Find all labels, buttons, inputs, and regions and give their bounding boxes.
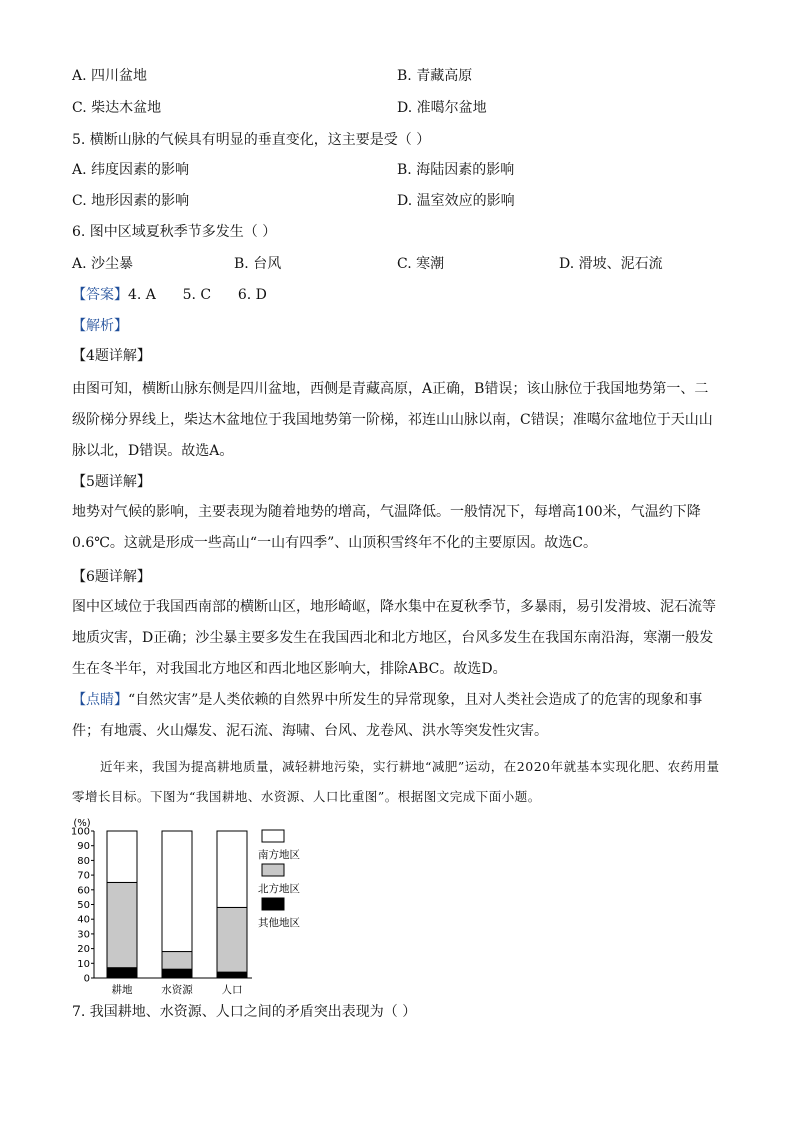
bar-segment: [217, 972, 247, 978]
q4-option-c: C. 柴达木盆地: [72, 100, 162, 116]
y-tick-label: 20: [77, 944, 90, 956]
y-tick-label: 30: [77, 929, 90, 941]
q6-option-c: C. 寒潮: [397, 256, 445, 272]
q5-stem: 5. 横断山脉的气候具有明显的垂直变化，这主要是受（ ）: [72, 132, 431, 148]
y-tick-label: 40: [77, 914, 90, 926]
y-tick-label: 10: [77, 958, 90, 970]
y-tick-label: 50: [77, 900, 90, 911]
answer-text: 4. A 5. C 6. D: [128, 287, 267, 303]
x-tick-label: 水资源: [161, 984, 193, 996]
bar-segment: [107, 882, 137, 967]
x-tick-label: 人口: [221, 984, 243, 996]
tip-text: “自然灾害”是人类依赖的自然界中所发生的异常现象，且对人类社会造成了的危害的现象和事件；有地震、火山爆发、泥石流、海啸、台风、龙卷风、洪水等突发性灾害。: [72, 692, 703, 739]
q6-option-b: B. 台风: [234, 256, 282, 272]
detail5-label: 【5题详解】: [72, 474, 151, 490]
intro-text: 近年来，我国为提高耕地质量，减轻耕地污染，实行耕地“减肥”运动，在2020年就基本实现化肥、农药用量零增长目标。下图为“我国耕地、水资源、人口比重图”。根据图文完成下面小题。: [72, 759, 720, 804]
detail4-text: 由图可知，横断山脉东侧是四川盆地，西侧是青藏高原，A正确，B错误；该山脉位于我国地势第一、二级阶梯分界线上，柴达木盆地位于我国地势第一阶梯，祁连山山脉以南，C错误；准噶尔盆地位于天山山脉以北，D错误。故选A。: [72, 381, 713, 459]
q5-option-b: B. 海陆因素的影响: [397, 162, 515, 178]
bar-segment: [162, 831, 192, 952]
q4-option-d: D. 准噶尔盆地: [397, 100, 487, 116]
q6-option-d: D. 滑坡、泥石流: [559, 256, 663, 272]
y-tick-label: 0: [83, 973, 90, 985]
y-tick-label: 70: [77, 870, 90, 882]
legend-label: 北方地区: [258, 883, 300, 895]
q5-option-a: A. 纬度因素的影响: [72, 162, 190, 178]
legend-swatch: [262, 864, 284, 876]
legend-swatch: [262, 830, 284, 842]
legend-swatch: [262, 898, 284, 910]
answer-label: 【答案】: [72, 287, 128, 303]
tip-label: 【点睛】: [72, 692, 128, 708]
bar-segment: [107, 968, 137, 978]
q7-stem: 7. 我国耕地、水资源、人口之间的矛盾突出表现为（ ）: [72, 1004, 417, 1020]
bar-segment: [162, 969, 192, 978]
detail6-label: 【6题详解】: [72, 569, 151, 585]
detail6-text: 图中区域位于我国西南部的横断山区，地形崎岖，降水集中在夏秋季节，多暴雨，易引发滑坡、泥石流等地质灾害，D正确；沙尘暴主要多发生在我国西北和北方地区，台风多发生在我国东南沿海，寒潮一般发生在冬半年，对我国北方地区和西北地区影响大，排除ABC。故选D。: [72, 599, 716, 677]
legend-label: 南方地区: [258, 849, 300, 861]
stacked-bar-chart: [62, 818, 322, 1000]
bar-segment: [217, 831, 247, 907]
tip-block: [72, 685, 722, 747]
legend-label: 其他地区: [258, 917, 300, 929]
answer-line: [72, 285, 267, 305]
y-tick-label: 90: [77, 841, 90, 853]
q4-option-b: B. 青藏高原: [397, 68, 473, 84]
detail4-label: 【4题详解】: [72, 348, 151, 364]
y-tick-label: 80: [77, 855, 90, 867]
q5-option-c: C. 地形因素的影响: [72, 193, 190, 209]
bar-segment: [217, 907, 247, 972]
detail5-text: 地势对气候的影响，主要表现为随着地势的增高，气温降低。一般情况下，每增高100米，气温约下降0.6℃。这就是形成一些高山“一山有四季”、山顶积雪终年不化的主要原因。故选C。: [72, 504, 701, 551]
bar-segment: [107, 831, 137, 882]
y-tick-label: 60: [77, 885, 90, 897]
bar-segment: [162, 952, 192, 970]
analysis-label: 【解析】: [72, 318, 128, 334]
q4-option-a: A. 四川盆地: [72, 68, 148, 84]
x-tick-label: 耕地: [111, 984, 133, 996]
q5-option-d: D. 温室效应的影响: [397, 193, 515, 209]
q6-stem: 6. 图中区域夏秋季节多发生（ ）: [72, 224, 277, 240]
y-tick-label: 100: [70, 826, 90, 838]
q6-option-a: A. 沙尘暴: [72, 256, 134, 272]
y-axis-label: (%): [73, 818, 91, 829]
